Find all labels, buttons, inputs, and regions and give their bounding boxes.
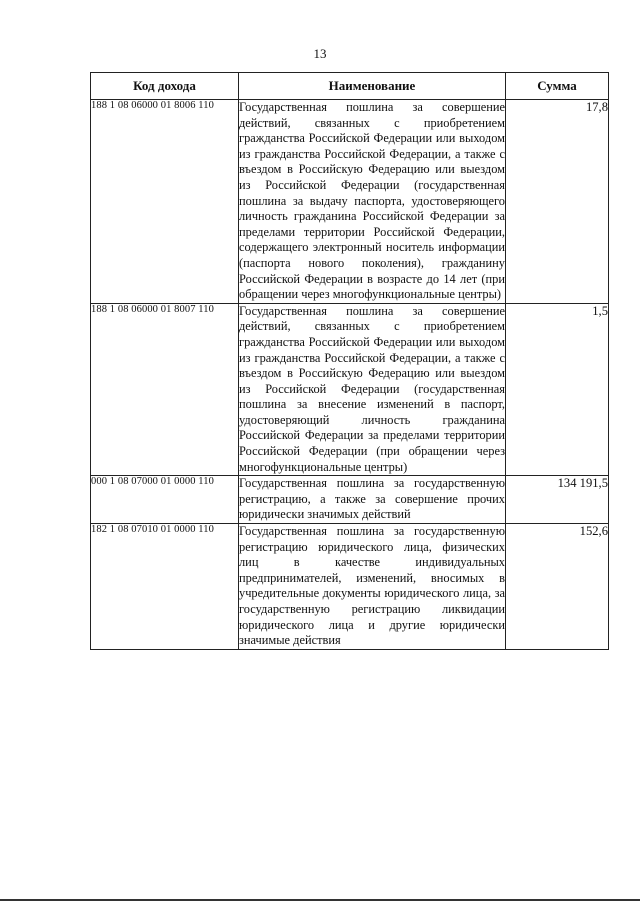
- column-header-code: Код дохода: [91, 73, 239, 100]
- row-code: 182 1 08 07010 01 0000 110: [91, 524, 239, 650]
- row-sum: 152,6: [506, 524, 609, 650]
- table-row: [91, 303, 609, 476]
- row-sum: 1,5: [506, 303, 609, 476]
- row-name: Государственная пошлина за государственную регистрацию, а также за совершение прочих юридически значимых действий: [239, 476, 506, 524]
- page-number: 13: [313, 46, 327, 61]
- column-header-sum: Сумма: [506, 73, 609, 100]
- row-code: 000 1 08 07000 01 0000 110: [91, 476, 239, 524]
- column-header-name: Наименование: [239, 73, 506, 100]
- row-sum: 17,8: [506, 100, 609, 304]
- revenue-table: [90, 72, 609, 650]
- row-sum: 134 191,5: [506, 476, 609, 524]
- table-header-row: [91, 73, 609, 100]
- row-name: Государственная пошлина за совершение действий, связанных с приобретением гражданства Российской Федерации или выходом из гражданства Российской Федерации, а также с въездом в Российскую Федерацию или выездом из Российской Федерации (государственная пошлина за внесение изменений в паспорт, удостоверяющий личность гражданина Российской Федерации за пределами территории Российской Федерации (при обращении через многофункциональные центры): [239, 303, 506, 476]
- table-row: [91, 100, 609, 304]
- table-row: [91, 476, 609, 524]
- table-row: [91, 524, 609, 650]
- scan-edge-line: [0, 899, 640, 901]
- row-name: Государственная пошлина за государственную регистрацию юридического лица, физических лиц в качестве индивидуальных предпринимателей, изменений, вносимых в учредительные документы юридического лица, за государственную регистрацию ликвидации юридического лица и другие юридически значимые действия: [239, 524, 506, 650]
- row-code: 188 1 08 06000 01 8006 110: [91, 100, 239, 304]
- row-code: 188 1 08 06000 01 8007 110: [91, 303, 239, 476]
- row-name: Государственная пошлина за совершение действий, связанных с приобретением гражданства Российской Федерации или выходом из гражданства Российской Федерации, а также с въездом в Российскую Федерацию или выездом из Российской Федерации (государственная пошлина за выдачу паспорта, удостоверяющего личность гражданина Российской Федерации за пределами территории Российской Федерации, содержащего электронный носитель информации (паспорта нового поколения), гражданину Российской Федерации в возрасте до 14 лет (при обращении через многофункциональные центры): [239, 100, 506, 304]
